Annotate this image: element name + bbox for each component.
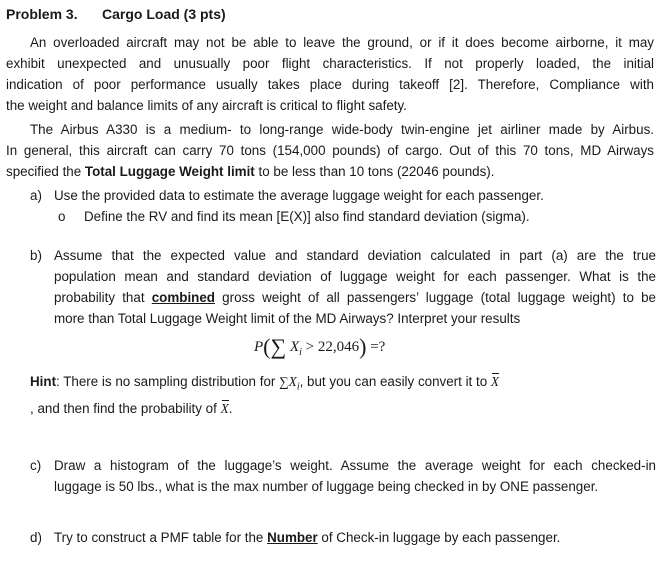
problem-heading [6,4,226,25]
probability-formula: P(∑ $X_i > 22,046$) =? [254,334,386,359]
intro-line: the weight and balance limits of any aircraft is critical to flight safety. [6,98,407,113]
part-c [30,455,656,497]
x-bar-symbol: X [221,398,229,419]
aircraft-line: specified the Total Luggage Weight limit to be less than 10 tons (22046 pounds). [6,164,495,179]
intro-line: indication of poor performance usually takes place during takeoff [2]. Therefore, Compliance with [6,77,654,92]
hint-line: Hint: There is no sampling distribution for $\sum X_i$, but you can easily convert it to X [30,371,499,398]
problem-number: Problem 3. [6,6,78,22]
part-b-line: population mean and standard deviation of luggage weight for each passenger. What is the [54,269,656,284]
intro-paragraph [6,32,654,116]
aircraft-line: The Airbus A330 is a medium- to long-range wide-body twin-engine jet airliner made by Airbus. [30,122,654,137]
aircraft-paragraph [6,119,654,182]
part-c-label: c) [30,458,42,473]
part-b-label: b) [30,248,42,263]
part-a-text: Use the provided data to estimate the average luggage weight for each passenger. [54,188,544,203]
part-d-label: d) [30,530,42,545]
aircraft-line: In general, this aircraft can carry 70 tons (154,000 pounds) of cargo. Out of this 70 tons, MD Airways [6,143,654,158]
intro-line: An overloaded aircraft may not be able to leave the ground, or if it does become airborne, it may [30,35,654,50]
number-emphasis: Number [267,530,318,545]
x-bar-symbol: X [491,371,499,392]
problem-title: Cargo Load (3 pts) [102,6,226,22]
part-c-line: luggage is 50 lbs., what is the max number of luggage being checked in by ONE passenger. [54,479,599,494]
intro-line: exhibit unexpected and unusually poor flight characteristics. If not properly loaded, the initial [6,56,654,71]
part-a-label: a) [30,188,42,203]
part-b [30,245,656,329]
hint-line-2: , and then find the probability of X. [30,398,233,419]
hint-label: Hint [30,374,57,389]
part-c-line: Draw a histogram of the luggage’s weight. Assume the average weight for each checked-in [54,458,656,473]
part-d-text: Try to construct a PMF table for the Number of Check-in luggage by each passenger. [54,530,561,545]
part-a-bullet-text: Define the RV and find its mean [E(X)] also find standard deviation (sigma). [84,209,530,224]
part-a-bullet [58,206,530,227]
sum-symbol: ∑ [270,334,287,359]
part-a [30,185,656,206]
part-d [30,527,656,548]
part-b-line: more than Total Luggage Weight limit of the MD Airways? Interpret your results [54,311,521,326]
part-b-line: Assume that the expected value and standard deviation calculated in part (a) are the true [54,248,656,263]
part-b-line: probability that combined gross weight of all passengers’ luggage (total luggage weight) to be [54,290,656,305]
combined-emphasis: combined [151,290,215,305]
luggage-limit-emphasis: Total Luggage Weight limit [84,164,255,179]
bullet-marker: o [58,209,66,224]
